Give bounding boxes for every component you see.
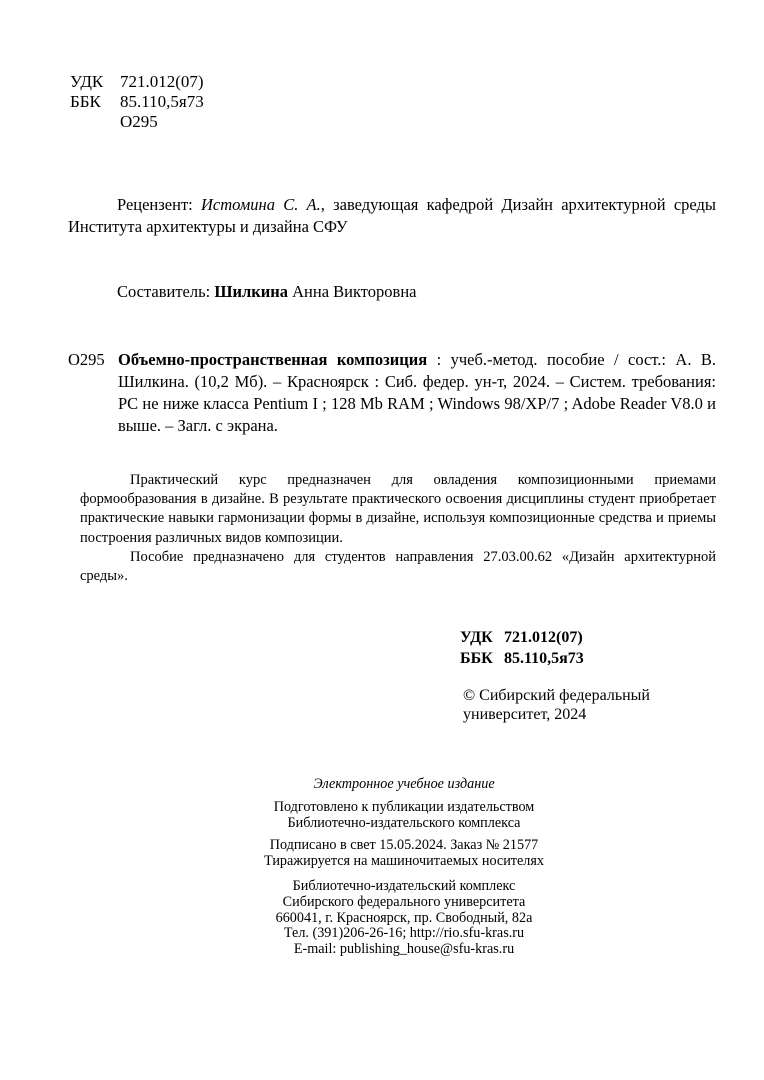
bbk-line (70, 92, 204, 112)
release-line: Тиражируется на машиночитаемых носителях (264, 853, 544, 870)
bbk-label-bottom: ББК (460, 649, 493, 667)
udk-label: УДК (70, 72, 104, 91)
release-group (79, 838, 729, 870)
publisher-phone-url-line: Тел. (391)206-26-16; http://rio.sfu-kras.ru (283, 925, 525, 942)
bbk-line-bottom (460, 649, 584, 670)
edition-type: Электронное учебное издание (313, 776, 495, 792)
publisher-group (79, 879, 729, 958)
release-line: Подписано в свет 15.05.2024. Заказ № 21577 (269, 837, 539, 854)
publisher-line: Библиотечно-издательский комплекс (292, 877, 516, 894)
author-sign: О295 (120, 112, 158, 131)
compiler-rest: Анна Викторовна (288, 282, 417, 301)
bib-author-sign: О295 (68, 350, 105, 369)
classification-block-top (70, 72, 204, 132)
bbk-value: 85.110,5я73 (120, 92, 204, 111)
bib-description-paragraph (118, 349, 716, 437)
bib-title: Объемно-пространственная композиция (118, 350, 428, 369)
prepared-group (79, 800, 729, 832)
udk-line (70, 72, 204, 92)
copyright-notice: © Сибирский федеральный университет, 2024 (463, 687, 650, 723)
annotation-paragraph-2: Пособие предназначено для студентов направления 27.03.00.62 «Дизайн архитектурной среды». (80, 548, 716, 585)
compiler-label: Составитель: (117, 282, 215, 301)
publisher-line: Сибирского федерального университета (282, 893, 526, 910)
reviewer-rest: , заведующая кафедрой Дизайн архитектурной среды Института архитектуры и дизайна СФУ (68, 195, 717, 236)
prepared-line: Подготовлено к публикации издательством (273, 798, 535, 815)
colophon-block (79, 777, 729, 958)
udk-value-bottom: 721.012(07) (504, 629, 583, 646)
udk-label-bottom: УДК (460, 629, 493, 646)
publisher-address-line: 660041, г. Красноярск, пр. Свободный, 82а (275, 909, 533, 926)
bbk-value-bottom: 85.110,5я73 (504, 649, 584, 667)
bibliographic-entry (68, 349, 716, 437)
reviewer-paragraph (68, 194, 716, 238)
compiler-name: Шилкина (214, 282, 289, 301)
reviewer-label: Рецензент: (117, 195, 201, 214)
compiler-paragraph (68, 281, 716, 303)
bbk-label: ББК (70, 92, 101, 111)
author-sign-line (70, 112, 204, 132)
classification-block-bottom (460, 628, 584, 669)
annotation-paragraph-1: Практический курс предназначен для овладения композиционными приемами формообразования в дизайне. В результате практического освоения дисциплины студент приобретает практические навыки гармонизации формы в дизайне, используя композиционные средства и приемы построения различных видов композиции. (80, 472, 716, 546)
bib-description: : учеб.-метод. пособие / сост.: А. В. Шилкина. (10,2 Мб). – Красноярск : Сиб. федер. ун-т, 2024. – Систем. требования: PC не ниже класса Pentium I ; 128 Mb RAM ; Windows 98/XP/7 ; Adobe Reader V8.0 и выше. – Загл. с экрана. (118, 350, 716, 435)
udk-value: 721.012(07) (120, 72, 204, 91)
prepared-line: Библиотечно-издательского комплекса (287, 814, 521, 831)
udk-line-bottom (460, 628, 584, 649)
annotation-block (80, 471, 716, 586)
reviewer-name: Истомина С. А. (200, 195, 321, 214)
publisher-email-line: E-mail: publishing_house@sfu-kras.ru (293, 941, 515, 958)
